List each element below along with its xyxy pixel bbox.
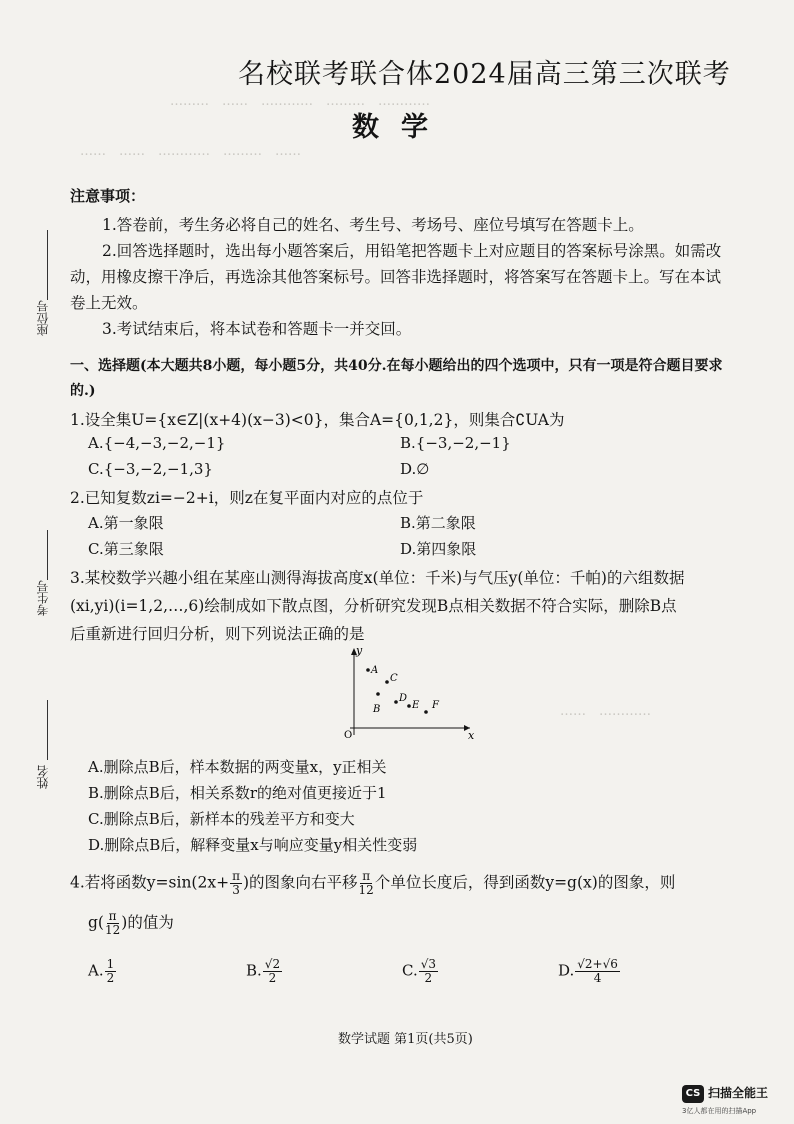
exam-no-label: 考生号	[36, 580, 50, 616]
q4-text: 个单位长度后，得到函数y=g(x)的图象，则	[374, 873, 676, 892]
camscanner-logo-icon: CS	[682, 1085, 704, 1103]
x-axis-label: x	[468, 729, 475, 740]
question-2-stem: 2.已知复数zi=−2+i，则z在复平面内对应的点位于	[70, 489, 424, 507]
point-d	[394, 700, 398, 704]
subject-title: 数学	[352, 112, 450, 143]
q1-option-a: A.{−4,−3,−2,−1}	[88, 434, 226, 452]
question-3-stem-line2: (xi,yi)(i=1,2,…,6)绘制成如下散点图，分析研究发现B点相关数据不符合实际，删除B点	[70, 597, 677, 615]
option-fraction	[263, 958, 282, 985]
q4-fraction	[230, 870, 242, 897]
q3-option-a: A.删除点B后，样本数据的两变量x，y正相关	[88, 758, 387, 776]
notice-item: 2.回答选择题时，选出每小题答案后，用铅笔把答题卡上对应题目的答案标号涂黑。如需改动，用橡皮擦干净后，再选涂其他答案标号。回答非选择题时，将答案写在答题卡上。写在本试卷上无效。	[70, 242, 722, 312]
scanner-app-name: 扫描全能王	[708, 1086, 769, 1100]
q1-option-b: B.{−3,−2,−1}	[400, 434, 511, 452]
point-f	[424, 710, 428, 714]
q1-option-d: D.∅	[400, 460, 430, 478]
scanner-slogan: 3亿人都在用的扫描App	[682, 1107, 757, 1115]
seat-label: 座位号	[36, 300, 50, 336]
fraction-den: 12	[358, 883, 374, 897]
fraction-num: π	[232, 869, 240, 883]
point-b-label: B	[373, 704, 381, 715]
fraction-num: √3	[420, 957, 436, 971]
fraction-den: 3	[232, 883, 240, 897]
question-1-stem: 1.设全集U={x∈Z|(x+4)(x−3)<0}，集合A={0,1,2}，则集合∁UA为	[70, 411, 565, 429]
q3-option-d: D.删除点B后，解释变量x与响应变量y相关性变弱	[88, 836, 418, 854]
q4-option-b	[246, 958, 283, 985]
fraction-den: 4	[593, 971, 602, 985]
name-line	[47, 700, 48, 760]
bleed-through-text: …… …… ………… ……… ……	[80, 144, 302, 159]
point-a-label: A	[371, 665, 379, 676]
section-heading: 一、选择题(本大题共8小题，每小题5分，共40分.在每小题给出的四个选项中，只有一项是符合题目要求的.)	[70, 358, 723, 399]
fraction-num: √2+√6	[577, 957, 618, 971]
q4-fraction	[359, 870, 374, 897]
option-fraction	[419, 958, 438, 985]
q2-option-d: D.第四象限	[400, 540, 477, 558]
fraction-den: 2	[268, 971, 277, 985]
exam-no-line	[47, 530, 48, 580]
point-c-label: C	[390, 673, 398, 684]
point-b	[376, 692, 380, 696]
option-fraction	[105, 958, 117, 985]
point-c	[385, 680, 389, 684]
q4-option-c	[402, 958, 439, 985]
fraction-den: 2	[106, 971, 115, 985]
notice-item: 3.考试结束后，将本试卷和答题卡一并交回。	[102, 320, 412, 338]
question-4-stem-line2	[88, 910, 174, 937]
q3-option-c: C.删除点B后，新样本的残差平方和变大	[88, 810, 355, 828]
question-4-stem-line1	[70, 870, 675, 897]
q4-option-a	[88, 958, 117, 985]
fraction-num: π	[362, 869, 371, 883]
notice-heading: 注意事项：	[70, 187, 146, 205]
page-footer: 数学试题 第1页(共5页)	[338, 1032, 473, 1047]
fraction-num: √2	[264, 957, 281, 971]
point-e-label: E	[412, 700, 420, 711]
fraction-num: 1	[106, 957, 115, 971]
question-3-stem-line1: 3.某校数学兴趣小组在某座山测得海拔高度x(单位：千米)与气压y(单位：千帕)的六组数据	[70, 569, 685, 587]
bleed-through-text: ……… …… ………… ……… …………	[170, 94, 431, 109]
fraction-den: 12	[104, 923, 121, 937]
q2-option-a: A.第一象限	[88, 514, 164, 532]
bleed-through-text: …… …………	[560, 704, 652, 719]
option-fraction	[575, 958, 620, 985]
option-label: A.	[88, 961, 104, 980]
point-e	[407, 704, 411, 708]
q2-option-b: B.第二象限	[400, 514, 476, 532]
q3-option-b: B.删除点B后，相关系数r的绝对值更接近于1	[88, 784, 387, 802]
fraction-den: 2	[424, 971, 433, 985]
q4-text: g(	[88, 913, 104, 932]
y-axis-label: y	[356, 644, 363, 657]
q4-text: 4.若将函数y=sin(2x+	[70, 873, 230, 892]
q4-text: )的值为	[121, 913, 174, 932]
question-3-stem-line3: 后重新进行回归分析，则下列说法正确的是	[70, 625, 365, 643]
q2-option-c: C.第三象限	[88, 540, 164, 558]
option-label: D.	[558, 961, 575, 980]
point-d-label: D	[399, 693, 408, 704]
q1-option-c: C.{−3,−2,−1,3}	[88, 460, 213, 478]
exam-title: 名校联考联合体2024届高三第三次联考	[238, 59, 731, 90]
q4-text: )的图象向右平移	[242, 873, 358, 892]
fraction-num: π	[108, 909, 117, 923]
q4-option-d	[558, 958, 621, 985]
name-label: 姓名	[36, 765, 50, 789]
q4-fraction	[105, 910, 120, 937]
point-f-label: F	[432, 700, 439, 711]
notice-item: 1.答卷前，考生务必将自己的姓名、考生号、考场号、座位号填写在答题卡上。	[102, 216, 644, 234]
point-a	[366, 668, 370, 672]
seat-line	[47, 230, 48, 300]
option-label: B.	[246, 961, 262, 980]
option-label: C.	[402, 961, 418, 980]
origin-label: O	[344, 730, 353, 740]
scatter-plot	[330, 640, 480, 740]
